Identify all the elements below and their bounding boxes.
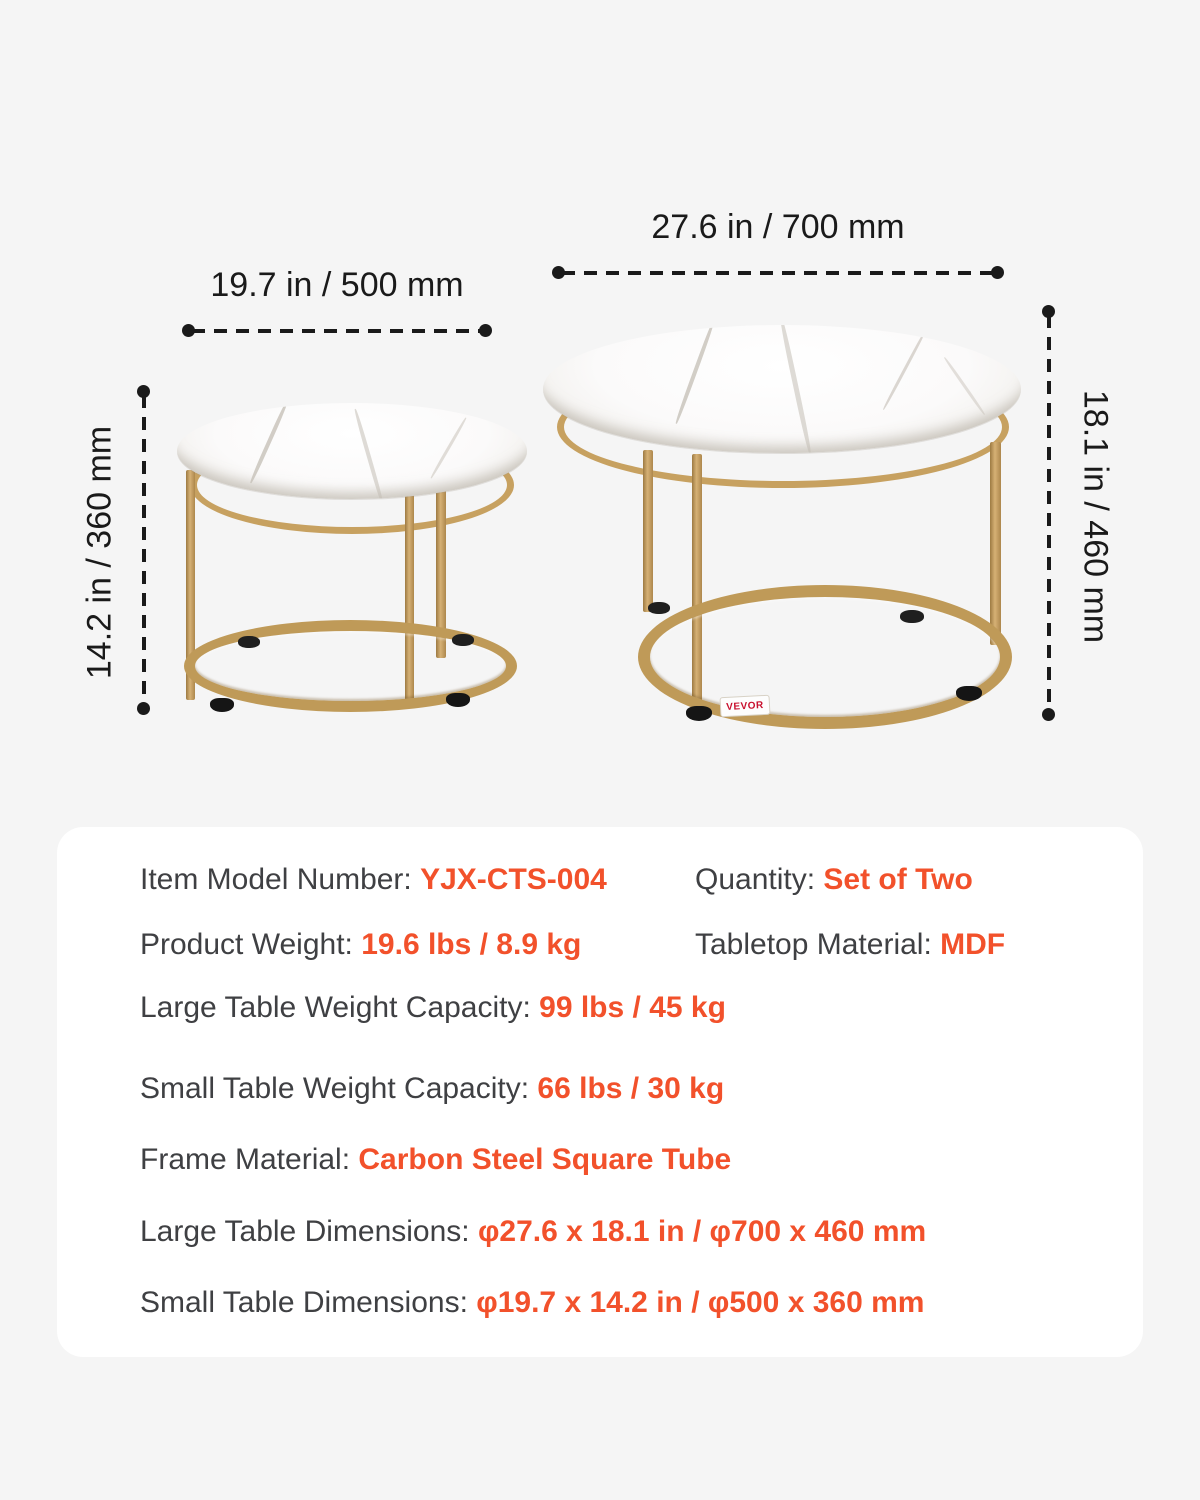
rubber-pad [900,610,924,623]
dashed-line [562,271,994,275]
large-table-width-dimension-line [553,266,1003,279]
small-table-width-dimension-line [183,324,491,337]
marble-vein [430,417,468,479]
endpoint-dot [991,266,1004,279]
spec-value: Set of Two [823,863,973,896]
spec-row [140,1213,926,1251]
endpoint-dot [479,324,492,337]
spec-pair [695,861,973,899]
spec-label: Tabletop Material: [695,928,941,961]
vevor-brand-text: VEVOR [725,699,765,713]
dashed-line [1047,315,1051,711]
dashed-line [142,395,146,705]
spec-value: Carbon Steel Square Tube [358,1143,732,1176]
marble-vein [674,325,715,424]
endpoint-dot [137,702,150,715]
marble-vein [882,330,927,411]
endpoint-dot [1042,708,1055,721]
table-foot [686,706,712,721]
table-foot [446,693,470,707]
spec-label: Small Table Weight Capacity: [140,1072,538,1105]
large-table-leg [643,450,653,612]
rubber-pad [238,636,260,648]
small-table-marble-top [177,403,527,499]
marble-vein [779,325,813,453]
spec-row [140,1141,731,1179]
spec-label: Quantity: [695,863,824,896]
spec-value: YJX-CTS-004 [420,863,607,896]
spec-row [140,861,973,899]
spec-value: 66 lbs / 30 kg [537,1072,725,1105]
large-table-leg [990,442,1001,645]
rubber-pad [648,602,670,614]
rubber-pad [452,634,474,646]
table-foot [210,698,234,712]
marble-vein [353,408,384,499]
large-table-width-label: 27.6 in / 700 mm [651,208,905,246]
large-table-height-dimension-line [1042,306,1055,720]
spec-label: Large Table Dimensions: [140,1215,478,1248]
vevor-brand-tag [720,695,771,718]
spec-value: φ27.6 x 18.1 in / φ700 x 460 mm [477,1215,927,1248]
small-table-height-label: 14.2 in / 360 mm [80,425,119,680]
spec-label: Product Weight: [140,928,362,961]
spec-value: MDF [940,928,1006,961]
spec-pair [695,926,1005,964]
spec-row [140,1284,924,1322]
spec-label: Large Table Weight Capacity: [140,991,540,1024]
spec-value: 19.6 lbs / 8.9 kg [361,928,582,961]
spec-label: Frame Material: [140,1143,359,1176]
spec-label: Item Model Number: [140,863,421,896]
small-table-width-label: 19.7 in / 500 mm [210,266,464,304]
spec-value: φ19.7 x 14.2 in / φ500 x 360 mm [476,1286,925,1319]
spec-value: 99 lbs / 45 kg [539,991,726,1024]
spec-row [140,989,726,1027]
marble-vein [249,403,289,484]
marble-vein [943,356,986,415]
spec-row [140,1070,724,1108]
table-foot [956,686,982,701]
small-table-height-dimension-line [137,386,150,714]
large-table-height-label: 18.1 in / 460 mm [1076,389,1115,644]
spec-label: Small Table Dimensions: [140,1286,477,1319]
spec-panel [57,827,1143,1357]
spec-row [140,926,1006,964]
dashed-line [192,329,482,333]
large-table-marble-top [543,325,1021,453]
